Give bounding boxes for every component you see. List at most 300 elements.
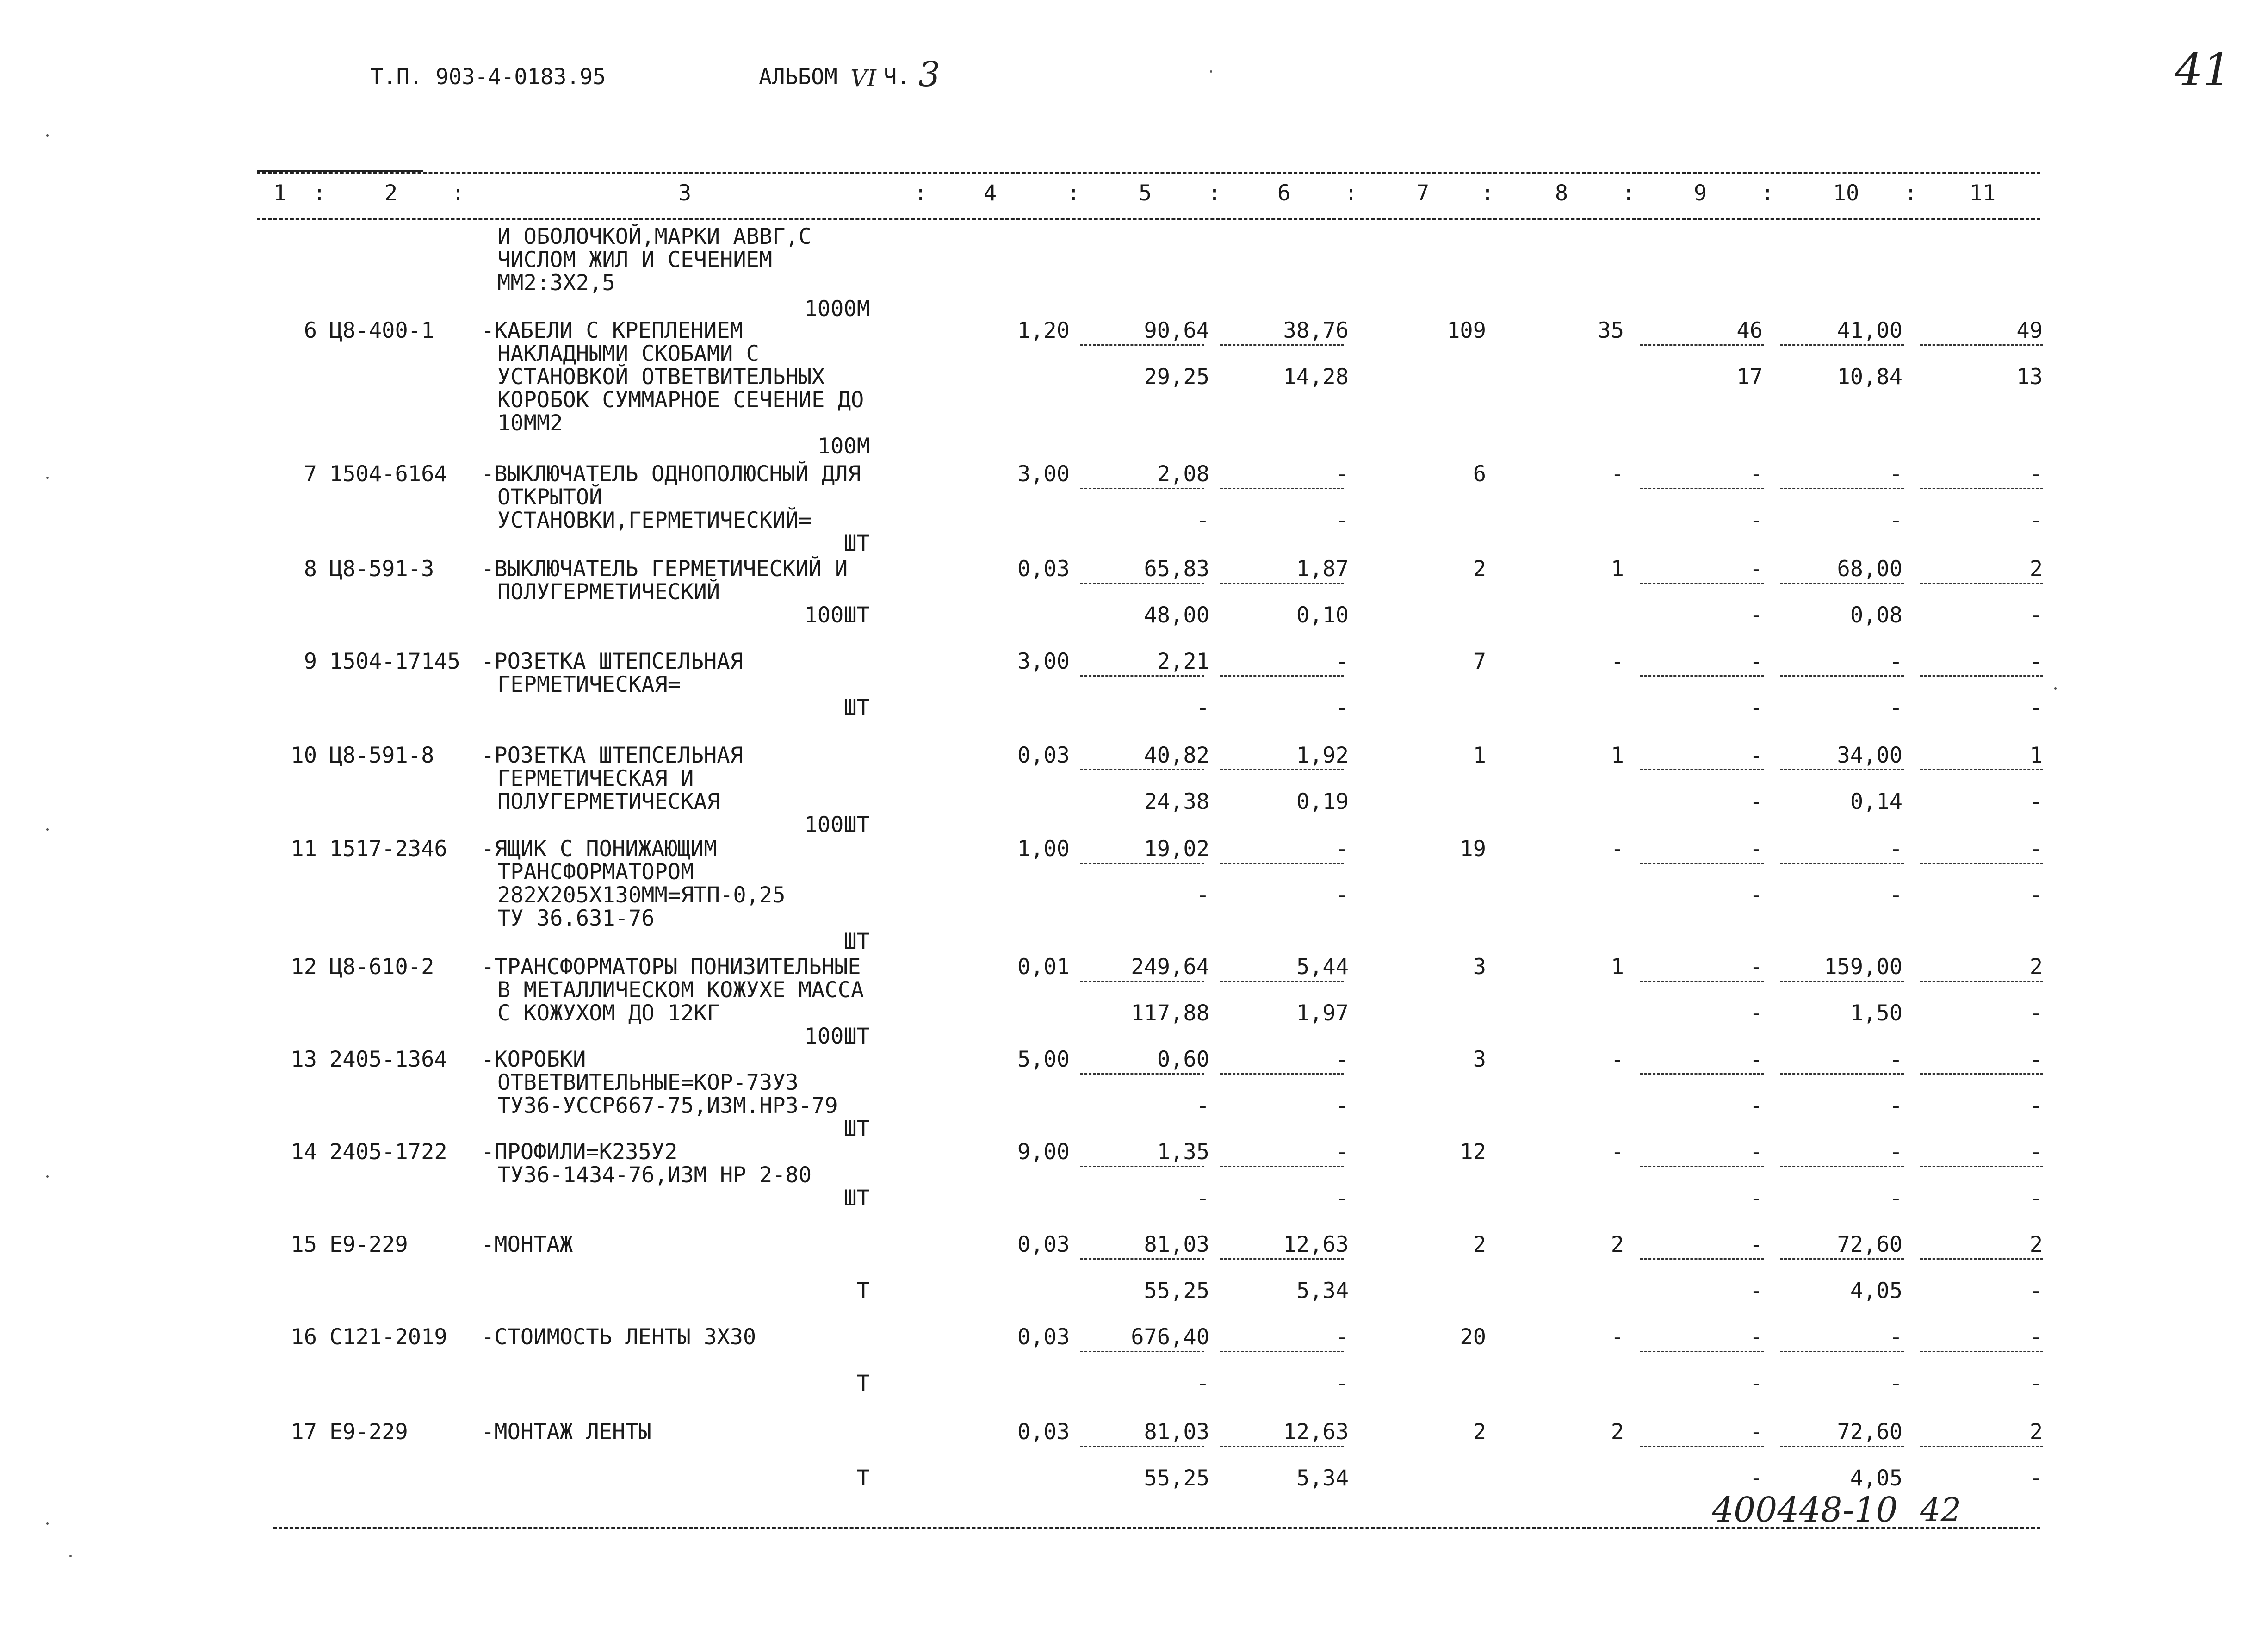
- cell-col5: 90,64: [1144, 318, 1209, 343]
- cell-col5-second: -: [1196, 508, 1209, 533]
- cell-col4: 0,01: [1017, 954, 1070, 980]
- sub-rule: [1080, 488, 1204, 489]
- column-number-10: 10: [1833, 180, 1859, 206]
- cell-col6: -: [1335, 836, 1349, 862]
- sub-rule: [1220, 1073, 1344, 1075]
- cell-col8: 1: [1611, 954, 1624, 980]
- cell-col8: -: [1611, 461, 1624, 487]
- row-number: 9: [304, 649, 317, 674]
- cell-col11-second: -: [2029, 695, 2043, 721]
- cell-col4: 3,00: [1017, 649, 1070, 674]
- cell-col9: -: [1749, 954, 1763, 980]
- cell-col10-second: -: [1889, 1186, 1902, 1211]
- sub-rule: [1640, 981, 1764, 982]
- cell-col5: 2,08: [1157, 461, 1209, 487]
- sub-rule: [1640, 1351, 1764, 1352]
- row-unit: ШТ: [843, 1186, 870, 1211]
- sub-rule: [1780, 1351, 1904, 1352]
- part-label: Ч.: [884, 64, 910, 90]
- cell-col6: 1,87: [1296, 556, 1349, 582]
- row-description-line: -ТРАНСФОРМАТОРЫ ПОНИЗИТЕЛЬНЫЕ: [481, 954, 861, 980]
- row-code: Ц8-610-2: [329, 954, 434, 980]
- cell-col9-second: 17: [1736, 364, 1763, 390]
- cell-col10: -: [1889, 836, 1902, 862]
- cell-col11: -: [2029, 461, 2043, 487]
- cell-col10: -: [1889, 1047, 1902, 1072]
- cell-col11: 2: [2029, 954, 2043, 980]
- column-separator: :: [1208, 180, 1221, 206]
- sub-rule: [1080, 583, 1204, 584]
- cell-col4: 5,00: [1017, 1047, 1070, 1072]
- cell-col11: -: [2029, 1139, 2043, 1165]
- cell-col5: 249,64: [1131, 954, 1209, 980]
- row-code: С121-2019: [329, 1324, 447, 1350]
- row-description-line: ГЕРМЕТИЧЕСКАЯ=: [497, 672, 681, 697]
- cell-col5-second: 24,38: [1144, 789, 1209, 814]
- sub-rule: [1780, 1166, 1904, 1167]
- row-code: Е9-229: [329, 1232, 408, 1257]
- cell-col10: 68,00: [1837, 556, 1902, 582]
- document-code: Т.П. 903-4-0183.95: [370, 64, 606, 90]
- row-description-line: КОРОБОК СУММАРНОЕ СЕЧЕНИЕ ДО: [497, 387, 864, 413]
- cell-col10-second: -: [1889, 508, 1902, 533]
- cell-col6: -: [1335, 1139, 1349, 1165]
- row-description-line: 282Х205Х130ММ=ЯТП-0,25: [497, 882, 786, 908]
- cell-col10-second: 4,05: [1850, 1278, 1902, 1304]
- cell-col6-second: 0,10: [1296, 603, 1349, 628]
- sub-rule: [1780, 488, 1904, 489]
- continuation-unit: 1000М: [804, 296, 870, 322]
- row-description-line: УСТАНОВКОЙ ОТВЕТВИТЕЛЬНЫХ: [497, 364, 825, 390]
- cell-col8: 1: [1611, 556, 1624, 582]
- cell-col6-second: -: [1335, 695, 1349, 721]
- cell-col6: -: [1335, 1047, 1349, 1072]
- cell-col7: 3: [1473, 1047, 1486, 1072]
- header-rule: [257, 218, 2040, 220]
- cell-col9-second: -: [1749, 1466, 1763, 1491]
- row-number: 13: [291, 1047, 317, 1072]
- column-number-8: 8: [1555, 180, 1568, 206]
- row-description-line: В МЕТАЛЛИЧЕСКОМ КОЖУХЕ МАССА: [497, 977, 864, 1003]
- sub-rule: [1920, 981, 2043, 982]
- cell-col9-second: -: [1749, 1186, 1763, 1211]
- column-separator: :: [1481, 180, 1494, 206]
- cell-col11-second: -: [2029, 1093, 2043, 1118]
- cell-col5: 676,40: [1131, 1324, 1209, 1350]
- row-unit: Т: [856, 1466, 870, 1491]
- cell-col6-second: -: [1335, 1186, 1349, 1211]
- column-separator: :: [1622, 180, 1636, 206]
- cell-col9: -: [1749, 1139, 1763, 1165]
- inventory-number: 400448-10: [1712, 1490, 1898, 1530]
- row-unit: Т: [856, 1371, 870, 1396]
- cell-col10: 41,00: [1837, 318, 1902, 343]
- column-number-6: 6: [1277, 180, 1291, 206]
- sub-rule: [1920, 488, 2043, 489]
- cell-col9: 46: [1736, 318, 1763, 343]
- row-description-line: ТУ36-1434-76,ИЗМ НР 2-80: [497, 1162, 812, 1188]
- cell-col6-second: -: [1335, 1093, 1349, 1118]
- cell-col5-second: -: [1196, 1093, 1209, 1118]
- cell-col8: -: [1611, 649, 1624, 674]
- sub-rule: [1080, 1258, 1204, 1260]
- row-description-line: ГЕРМЕТИЧЕСКАЯ И: [497, 766, 694, 791]
- cell-col8: -: [1611, 1047, 1624, 1072]
- cell-col11: 2: [2029, 1419, 2043, 1445]
- row-description-line: ОТВЕТВИТЕЛЬНЫЕ=КОР-73УЗ: [497, 1070, 799, 1095]
- cell-col11-second: -: [2029, 508, 2043, 533]
- sub-rule: [1220, 1166, 1344, 1167]
- cell-col5-second: -: [1196, 1371, 1209, 1396]
- cell-col6-second: 14,28: [1283, 364, 1349, 390]
- cell-col4: 0,03: [1017, 743, 1070, 768]
- cell-col11-second: -: [2029, 1466, 2043, 1491]
- sub-rule: [1220, 1446, 1344, 1447]
- part-number: 3: [918, 55, 941, 94]
- sub-rule: [1640, 488, 1764, 489]
- sub-rule: [1780, 583, 1904, 584]
- sub-rule: [1640, 1073, 1764, 1075]
- row-unit: Т: [856, 1278, 870, 1304]
- scan-speck: [46, 1522, 49, 1525]
- cell-col11: -: [2029, 1047, 2043, 1072]
- cell-col7: 2: [1473, 1232, 1486, 1257]
- column-separator: :: [1760, 180, 1774, 206]
- cell-col5: 19,02: [1144, 836, 1209, 862]
- row-unit: 100ШТ: [804, 603, 870, 628]
- row-description-line: -ПРОФИЛИ=К235У2: [481, 1139, 678, 1165]
- cell-col4: 0,03: [1017, 1419, 1070, 1445]
- row-unit: ШТ: [843, 531, 870, 556]
- cell-col10-second: 0,14: [1850, 789, 1902, 814]
- row-number: 12: [291, 954, 317, 980]
- cell-col9-second: -: [1749, 1278, 1763, 1304]
- sub-rule: [1920, 863, 2043, 864]
- cell-col11: -: [2029, 1324, 2043, 1350]
- sub-rule: [1780, 981, 1904, 982]
- row-number: 7: [304, 461, 317, 487]
- sub-rule: [1220, 769, 1344, 770]
- row-code: Е9-229: [329, 1419, 408, 1445]
- row-number: 14: [291, 1139, 317, 1165]
- row-description-line: -РОЗЕТКА ШТЕПСЕЛЬНАЯ: [481, 649, 743, 674]
- cell-col5: 81,03: [1144, 1232, 1209, 1257]
- cell-col9: -: [1749, 1419, 1763, 1445]
- cell-col9: -: [1749, 1047, 1763, 1072]
- cell-col10: -: [1889, 1139, 1902, 1165]
- scan-speck: [46, 828, 49, 831]
- cell-col11: 49: [2016, 318, 2043, 343]
- cell-col8: 1: [1611, 743, 1624, 768]
- page-number: 41: [2175, 44, 2231, 96]
- sub-rule: [1640, 769, 1764, 770]
- cell-col7: 1: [1473, 743, 1486, 768]
- cell-col9-second: -: [1749, 508, 1763, 533]
- row-unit: 100ШТ: [804, 812, 870, 838]
- column-number-1: 1: [273, 180, 287, 206]
- sub-rule: [1780, 863, 1904, 864]
- sub-rule: [1920, 1073, 2043, 1075]
- cell-col6: -: [1335, 649, 1349, 674]
- cell-col6-second: -: [1335, 508, 1349, 533]
- cell-col10: 72,60: [1837, 1232, 1902, 1257]
- sub-rule: [1220, 344, 1344, 346]
- top-rule: [257, 172, 2040, 174]
- column-number-9: 9: [1693, 180, 1707, 206]
- continuation-line: ЧИСЛОМ ЖИЛ И СЕЧЕНИЕМ: [497, 247, 773, 273]
- cell-col5-second: 48,00: [1144, 603, 1209, 628]
- cell-col10: -: [1889, 461, 1902, 487]
- cell-col10-second: 10,84: [1837, 364, 1902, 390]
- cell-col6: 5,44: [1296, 954, 1349, 980]
- cell-col10-second: -: [1889, 882, 1902, 908]
- cell-col7: 3: [1473, 954, 1486, 980]
- sub-rule: [1780, 675, 1904, 677]
- cell-col7: 2: [1473, 1419, 1486, 1445]
- column-number-4: 4: [983, 180, 997, 206]
- cell-col10: -: [1889, 649, 1902, 674]
- cell-col6: 38,76: [1283, 318, 1349, 343]
- sub-rule: [1640, 863, 1764, 864]
- cell-col9-second: -: [1749, 1093, 1763, 1118]
- cell-col8: 35: [1598, 318, 1624, 343]
- sheet-number: 42: [1920, 1491, 1962, 1529]
- row-unit: 100М: [817, 434, 870, 459]
- sub-rule: [1220, 583, 1344, 584]
- cell-col6-second: 5,34: [1296, 1278, 1349, 1304]
- sub-rule: [1640, 1446, 1764, 1447]
- cell-col4: 0,03: [1017, 1232, 1070, 1257]
- sub-rule: [1220, 863, 1344, 864]
- cell-col8: -: [1611, 836, 1624, 862]
- row-number: 10: [291, 743, 317, 768]
- cell-col7: 2: [1473, 556, 1486, 582]
- sub-rule: [1080, 769, 1204, 770]
- cell-col11: 2: [2029, 1232, 2043, 1257]
- cell-col9: -: [1749, 461, 1763, 487]
- cell-col11-second: -: [2029, 789, 2043, 814]
- cell-col4: 0,03: [1017, 1324, 1070, 1350]
- row-code: 1504-6164: [329, 461, 447, 487]
- sub-rule: [1920, 769, 2043, 770]
- cell-col6: 12,63: [1283, 1232, 1349, 1257]
- cell-col5: 81,03: [1144, 1419, 1209, 1445]
- sub-rule: [1220, 675, 1344, 677]
- row-description-line: -ЯЩИК С ПОНИЖАЮЩИМ: [481, 836, 717, 862]
- cell-col9: -: [1749, 1324, 1763, 1350]
- column-number-3: 3: [678, 180, 692, 206]
- cell-col11: -: [2029, 836, 2043, 862]
- cell-col11: -: [2029, 649, 2043, 674]
- cell-col10: -: [1889, 1324, 1902, 1350]
- row-description-line: -РОЗЕТКА ШТЕПСЕЛЬНАЯ: [481, 743, 743, 768]
- sub-rule: [1780, 769, 1904, 770]
- cell-col4: 9,00: [1017, 1139, 1070, 1165]
- row-code: 2405-1364: [329, 1047, 447, 1072]
- sub-rule: [1080, 1351, 1204, 1352]
- cell-col5: 2,21: [1157, 649, 1209, 674]
- cell-col10-second: -: [1889, 695, 1902, 721]
- column-separator: :: [914, 180, 928, 206]
- row-code: 1517-2346: [329, 836, 447, 862]
- row-number: 8: [304, 556, 317, 582]
- sub-rule: [1780, 1073, 1904, 1075]
- row-description-line: -МОНТАЖ: [481, 1232, 573, 1257]
- cell-col6: -: [1335, 461, 1349, 487]
- scan-speck: [46, 477, 49, 479]
- cell-col5: 65,83: [1144, 556, 1209, 582]
- row-code: Ц8-591-8: [329, 743, 434, 768]
- cell-col10: 72,60: [1837, 1419, 1902, 1445]
- row-description-line: -ВЫКЛЮЧАТЕЛЬ ГЕРМЕТИЧЕСКИЙ И: [481, 556, 848, 582]
- row-unit: ШТ: [843, 695, 870, 721]
- column-number-7: 7: [1416, 180, 1430, 206]
- cell-col9-second: -: [1749, 882, 1763, 908]
- album-label: АЛЬБОМ: [759, 64, 837, 90]
- sub-rule: [1920, 1258, 2043, 1260]
- sub-rule: [1080, 863, 1204, 864]
- sub-rule: [1640, 583, 1764, 584]
- row-description-line: -СТОИМОСТЬ ЛЕНТЫ 3Х30: [481, 1324, 756, 1350]
- cell-col5-second: 117,88: [1131, 1000, 1209, 1026]
- scan-speck: [69, 1555, 72, 1557]
- cell-col7: 20: [1460, 1324, 1486, 1350]
- scan-speck: [2054, 687, 2057, 690]
- sub-rule: [1080, 344, 1204, 346]
- sub-rule: [1220, 1258, 1344, 1260]
- cell-col11: 2: [2029, 556, 2043, 582]
- cell-col6: -: [1335, 1324, 1349, 1350]
- sub-rule: [1640, 344, 1764, 346]
- sub-rule: [1920, 1446, 2043, 1447]
- cell-col8: 2: [1611, 1419, 1624, 1445]
- cell-col5-second: 55,25: [1144, 1466, 1209, 1491]
- cell-col5-second: -: [1196, 1186, 1209, 1211]
- cell-col4: 1,20: [1017, 318, 1070, 343]
- sub-rule: [1220, 488, 1344, 489]
- row-description-line: ТРАНСФОРМАТОРОМ: [497, 859, 694, 885]
- row-description-line: ТУ 36.631-76: [497, 906, 655, 931]
- column-separator: :: [1344, 180, 1358, 206]
- sub-rule: [1220, 981, 1344, 982]
- cell-col9: -: [1749, 556, 1763, 582]
- row-number: 11: [291, 836, 317, 862]
- cell-col9: -: [1749, 649, 1763, 674]
- cell-col10-second: 0,08: [1850, 603, 1902, 628]
- sub-rule: [1640, 675, 1764, 677]
- cell-col6: 1,92: [1296, 743, 1349, 768]
- cell-col10-second: -: [1889, 1093, 1902, 1118]
- scan-speck: [46, 1175, 49, 1178]
- row-code: Ц8-591-3: [329, 556, 434, 582]
- sub-rule: [1780, 1446, 1904, 1447]
- column-number-5: 5: [1138, 180, 1152, 206]
- column-separator: :: [1066, 180, 1080, 206]
- cell-col10: 159,00: [1824, 954, 1902, 980]
- cell-col6-second: 5,34: [1296, 1466, 1349, 1491]
- cell-col4: 0,03: [1017, 556, 1070, 582]
- sub-rule: [1080, 981, 1204, 982]
- row-number: 16: [291, 1324, 317, 1350]
- row-description-line: С КОЖУХОМ ДО 12КГ: [497, 1000, 720, 1026]
- row-unit: 100ШТ: [804, 1024, 870, 1049]
- cell-col11-second: -: [2029, 1000, 2043, 1026]
- column-separator: :: [312, 180, 326, 206]
- cell-col9: -: [1749, 743, 1763, 768]
- sub-rule: [1080, 1446, 1204, 1447]
- row-number: 17: [291, 1419, 317, 1445]
- album-volume: VI: [850, 65, 876, 92]
- column-number-2: 2: [384, 180, 398, 206]
- row-description-line: 10ММ2: [497, 410, 563, 436]
- cell-col5: 40,82: [1144, 743, 1209, 768]
- scan-speck: [46, 134, 49, 137]
- cell-col4: 1,00: [1017, 836, 1070, 862]
- cell-col9: -: [1749, 1232, 1763, 1257]
- row-number: 6: [304, 318, 317, 343]
- cell-col11-second: 13: [2016, 364, 2043, 390]
- column-number-11: 11: [1969, 180, 1996, 206]
- cell-col6-second: 1,97: [1296, 1000, 1349, 1026]
- cell-col5-second: -: [1196, 695, 1209, 721]
- row-code: 2405-1722: [329, 1139, 447, 1165]
- cell-col10-second: 4,05: [1850, 1466, 1902, 1491]
- row-description-line: ТУ36-УССР667-75,ИЗМ.НРЗ-79: [497, 1093, 838, 1118]
- row-code: Ц8-400-1: [329, 318, 434, 343]
- row-description-line: ПОЛУГЕРМЕТИЧЕСКАЯ: [497, 789, 720, 814]
- cell-col9-second: -: [1749, 603, 1763, 628]
- sub-rule: [1640, 1166, 1764, 1167]
- cell-col10: 34,00: [1837, 743, 1902, 768]
- cell-col5-second: -: [1196, 882, 1209, 908]
- sub-rule: [1920, 675, 2043, 677]
- row-description-line: -КОРОБКИ: [481, 1047, 586, 1072]
- sub-rule: [1780, 344, 1904, 346]
- cell-col11-second: -: [2029, 603, 2043, 628]
- cell-col8: 2: [1611, 1232, 1624, 1257]
- row-description-line: НАКЛАДНЫМИ СКОБАМИ С: [497, 341, 759, 367]
- cell-col10-second: -: [1889, 1371, 1902, 1396]
- sub-rule: [1080, 1073, 1204, 1075]
- row-description-line: -КАБЕЛИ С КРЕПЛЕНИЕМ: [481, 318, 743, 343]
- cell-col8: -: [1611, 1139, 1624, 1165]
- cell-col11-second: -: [2029, 1278, 2043, 1304]
- sub-rule: [1920, 1166, 2043, 1167]
- continuation-line: ММ2:3Х2,5: [497, 270, 615, 296]
- cell-col11: 1: [2029, 743, 2043, 768]
- row-description-line: ПОЛУГЕРМЕТИЧЕСКИЙ: [497, 579, 720, 605]
- cell-col7: 19: [1460, 836, 1486, 862]
- cell-col6-second: 0,19: [1296, 789, 1349, 814]
- cell-col7: 7: [1473, 649, 1486, 674]
- row-code: 1504-17145: [329, 649, 460, 674]
- row-unit: ШТ: [843, 929, 870, 954]
- row-description-line: ОТКРЫТОЙ: [497, 485, 602, 510]
- sub-rule: [1220, 1351, 1344, 1352]
- sub-rule: [1780, 1258, 1904, 1260]
- cell-col7: 6: [1473, 461, 1486, 487]
- row-description-line: УСТАНОВКИ,ГЕРМЕТИЧЕСКИЙ=: [497, 508, 812, 533]
- cell-col11-second: -: [2029, 1186, 2043, 1211]
- sub-rule: [1080, 675, 1204, 677]
- sub-rule: [1080, 1166, 1204, 1167]
- row-description-line: -МОНТАЖ ЛЕНТЫ: [481, 1419, 651, 1445]
- cell-col11-second: -: [2029, 882, 2043, 908]
- cell-col5: 0,60: [1157, 1047, 1209, 1072]
- sub-rule: [1920, 344, 2043, 346]
- cell-col6-second: -: [1335, 1371, 1349, 1396]
- cell-col5: 1,35: [1157, 1139, 1209, 1165]
